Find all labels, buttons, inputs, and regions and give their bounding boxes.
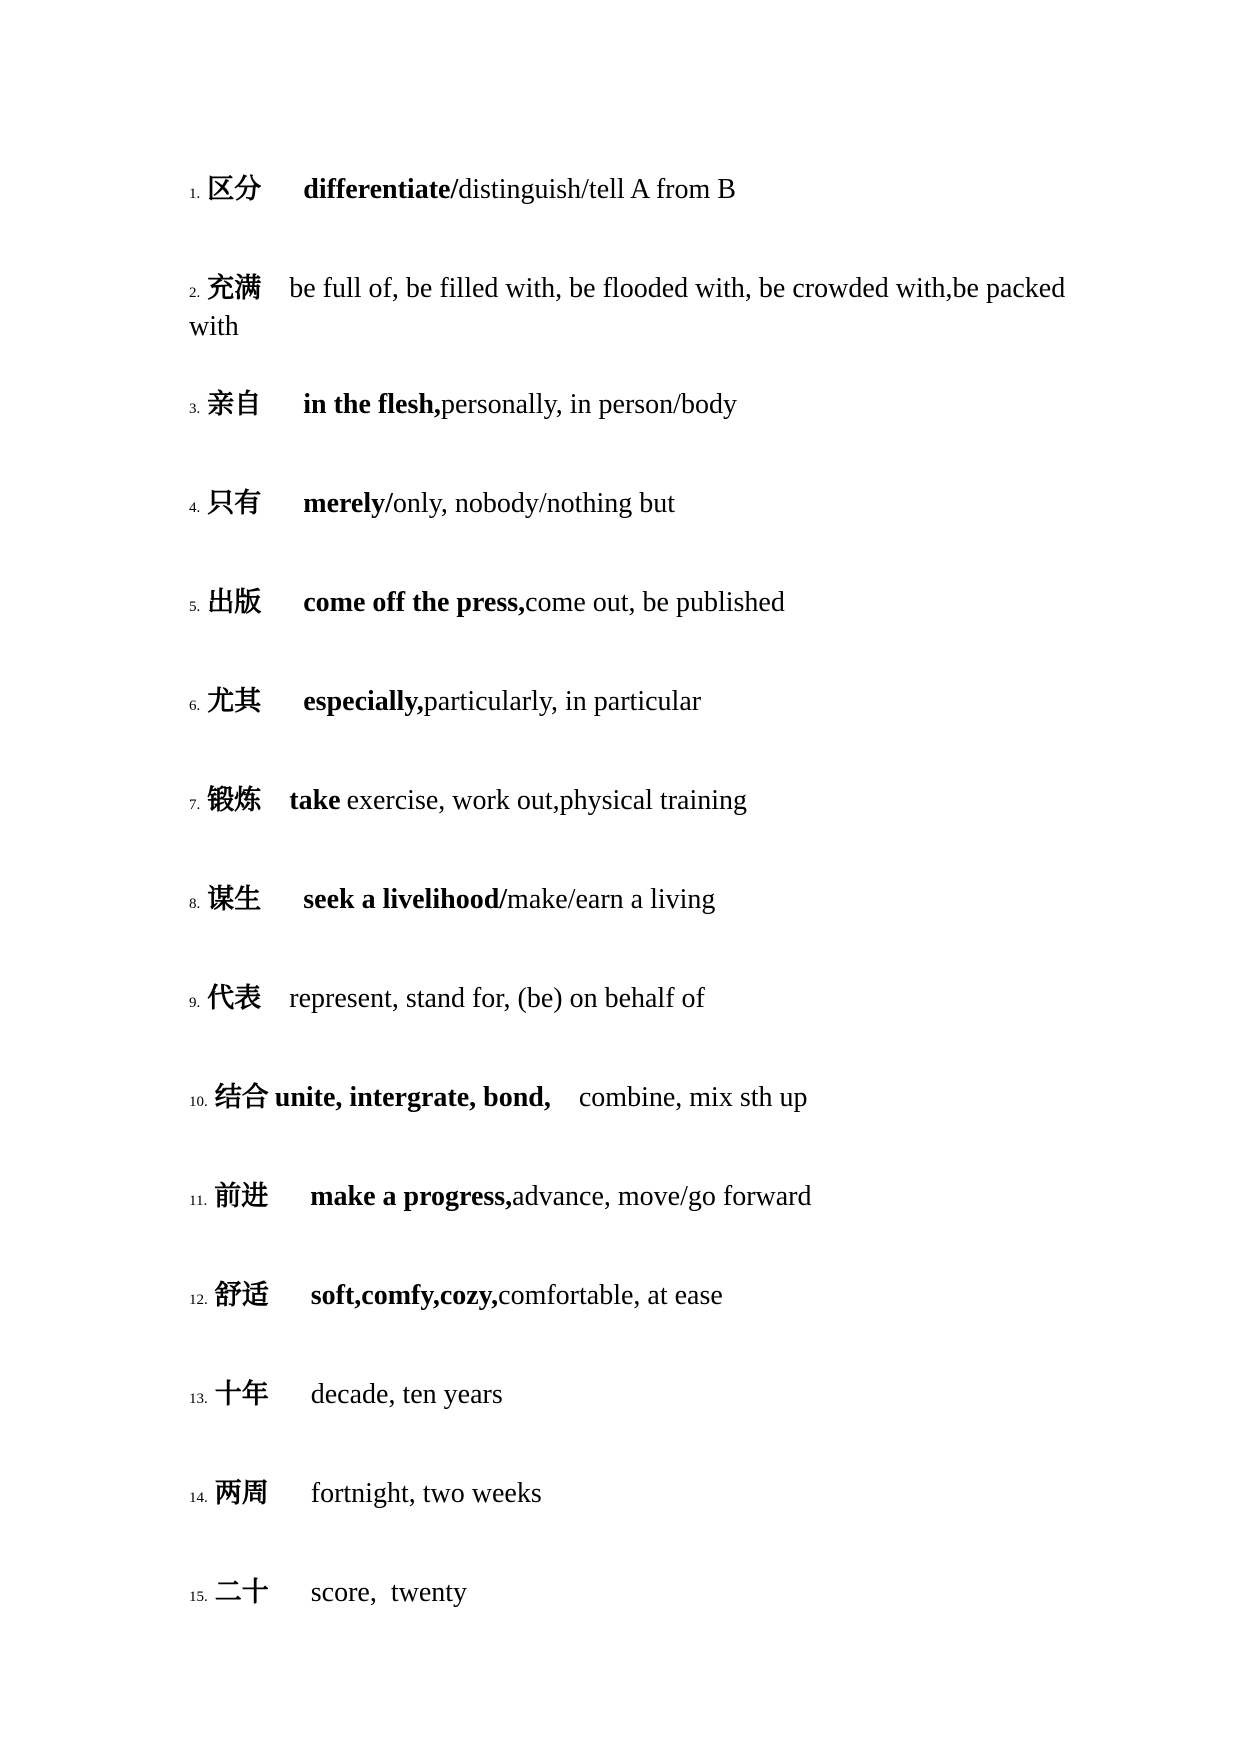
bold-phrase: soft,comfy,cozy, bbox=[310, 1280, 499, 1311]
item-number: 1. bbox=[189, 186, 201, 202]
bold-phrase: make a progress, bbox=[310, 1181, 513, 1212]
bold-phrase: unite, intergrate, bond, bbox=[274, 1082, 551, 1113]
bold-phrase: differentiate/ bbox=[303, 174, 459, 205]
item-number: 10. bbox=[189, 1094, 208, 1110]
list-item bbox=[189, 883, 1069, 921]
english-phrase: advance, move/go forward bbox=[512, 1181, 812, 1212]
list-item bbox=[189, 1378, 1069, 1416]
english-phrase: represent, stand for, (be) on behalf of bbox=[289, 983, 705, 1014]
item-number: 4. bbox=[189, 500, 201, 516]
chinese-term: 亲自 bbox=[207, 389, 262, 420]
bold-phrase: especially, bbox=[303, 686, 424, 717]
list-item bbox=[189, 1180, 1069, 1218]
bold-phrase: take bbox=[289, 785, 341, 816]
list-item bbox=[189, 685, 1069, 723]
english-phrase: only, nobody/nothing but bbox=[392, 488, 675, 519]
english-phrase: make/earn a living bbox=[507, 884, 716, 915]
list-item bbox=[189, 784, 1069, 822]
item-number: 12. bbox=[189, 1292, 208, 1308]
chinese-term: 出版 bbox=[207, 587, 262, 618]
list-item bbox=[189, 586, 1069, 624]
chinese-term: 只有 bbox=[207, 488, 262, 519]
item-number: 14. bbox=[189, 1490, 208, 1506]
english-phrase: exercise, work out,physical training bbox=[346, 785, 748, 816]
item-number: 11. bbox=[189, 1193, 208, 1209]
chinese-term: 十年 bbox=[214, 1379, 269, 1410]
item-number: 8. bbox=[189, 896, 201, 912]
chinese-term: 尤其 bbox=[207, 686, 262, 717]
item-number: 7. bbox=[189, 797, 201, 813]
chinese-term: 二十 bbox=[214, 1577, 269, 1608]
list-item bbox=[189, 1279, 1069, 1317]
item-number: 6. bbox=[189, 698, 201, 714]
list-item bbox=[189, 173, 1069, 211]
english-phrase: particularly, in particular bbox=[423, 686, 702, 717]
chinese-term: 充满 bbox=[207, 273, 262, 304]
chinese-term: 两周 bbox=[214, 1478, 269, 1509]
english-phrase: fortnight, two weeks bbox=[310, 1478, 542, 1509]
list-item bbox=[189, 272, 1069, 343]
english-phrase: come out, be published bbox=[525, 587, 785, 618]
bold-phrase: in the flesh, bbox=[303, 389, 441, 420]
list-item bbox=[189, 487, 1069, 525]
bold-phrase: come off the press, bbox=[303, 587, 526, 618]
item-number: 13. bbox=[189, 1391, 208, 1407]
item-number: 15. bbox=[189, 1589, 208, 1605]
english-phrase: be full of, be filled with, be flooded with, be crowded with,be packed with bbox=[189, 273, 1066, 342]
bold-phrase: merely/ bbox=[303, 488, 393, 519]
chinese-term: 锻炼 bbox=[207, 785, 262, 816]
english-phrase: decade, ten years bbox=[310, 1379, 503, 1410]
item-number: 3. bbox=[189, 401, 201, 417]
english-phrase: score, twenty bbox=[310, 1577, 468, 1608]
chinese-term: 前进 bbox=[214, 1181, 269, 1212]
bold-phrase: seek a livelihood/ bbox=[303, 884, 508, 915]
chinese-term: 区分 bbox=[207, 174, 262, 205]
chinese-term: 结合 bbox=[214, 1082, 269, 1113]
chinese-term: 舒适 bbox=[214, 1280, 269, 1311]
list-item bbox=[189, 1576, 1069, 1614]
item-number: 5. bbox=[189, 599, 201, 615]
english-phrase: distinguish/tell A from B bbox=[458, 174, 736, 205]
list-item bbox=[189, 1477, 1069, 1515]
list-item bbox=[189, 1081, 1069, 1119]
english-phrase: comfortable, at ease bbox=[498, 1280, 723, 1311]
english-phrase: combine, mix sth up bbox=[578, 1082, 808, 1113]
item-number: 2. bbox=[189, 285, 201, 301]
english-phrase: personally, in person/body bbox=[440, 389, 737, 420]
chinese-term: 代表 bbox=[207, 983, 262, 1014]
list-item bbox=[189, 982, 1069, 1020]
item-number: 9. bbox=[189, 995, 201, 1011]
list-item bbox=[189, 388, 1069, 426]
vocabulary-list bbox=[189, 173, 1069, 1675]
chinese-term: 谋生 bbox=[207, 884, 262, 915]
